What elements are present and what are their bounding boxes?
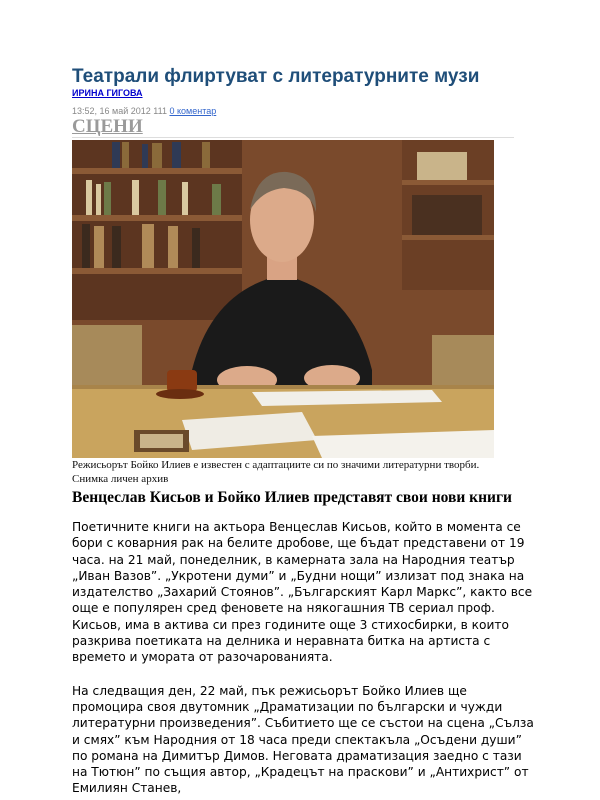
article-title: Театрали флиртуват с литературните музи bbox=[72, 66, 480, 87]
article-headline: Венцеслав Кисьов и Бойко Илиев представят свои нови книги bbox=[72, 489, 512, 506]
comments-link[interactable]: 0 коментар bbox=[169, 106, 217, 116]
article bbox=[72, 66, 532, 797]
paragraph-2: На следващия ден, 22 май, пък режисьорът Бойко Илиев ще промоцира своя двутомник „Драматизации по български и чужди литературни произведения”. Събитието ще се състои на сцена „Сълза и смях” към Народния от 18 часа преди спектакъла „Осъдени души” по романа на Димитър Димов. Неговата драматизация заедно с тази на Тютюн” по същия автор, „Крадецът на праскови” и „Антихрист” от Емилиян Станев, bbox=[72, 683, 534, 796]
photo-caption: Режисьорът Бойко Илиев е известен с адаптациите си по значими литературни творби. Снимка личен архив bbox=[72, 459, 480, 485]
view-count: 111 bbox=[153, 106, 167, 116]
photo-illustration bbox=[72, 140, 494, 458]
paragraph-1: Поетичните книги на актьора Венцеслав Кисьов, който в момента се бори с коварния рак на белите дробове, ще бъдат представени от 19 часа. на 21 май, понеделник, в камерната зала на Народния театър „Иван Вазов”. „Укротени думи” и „Будни нощи” излизат под знака на издателство „Захарий Стоянов”. „Българският Карл Маркс”, както все още е популярен сред феновете на някогашния ТВ сериал проф. Кисьов, има в актива си през годините още 3 стихосбирки, в които разкрива поетиката на делника и неравната битка на артиста с времето и умората от разочарованията. bbox=[72, 520, 533, 665]
article-time: 13:52, 16 май 2012 bbox=[72, 106, 151, 116]
section-link[interactable]: СЦЕНИ bbox=[72, 117, 514, 138]
portrait-photo bbox=[72, 140, 494, 458]
author-link[interactable]: ИРИНА ГИГОВА bbox=[72, 88, 143, 98]
